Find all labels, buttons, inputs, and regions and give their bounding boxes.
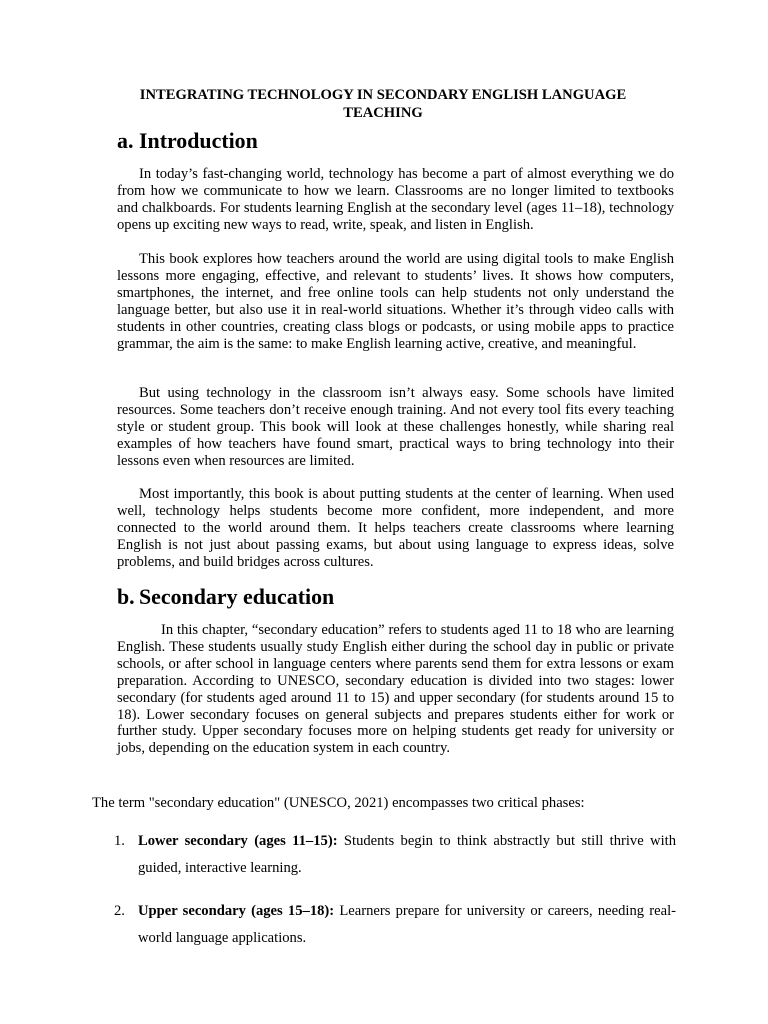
section-heading-label: Secondary education — [139, 584, 335, 609]
list-number: 2. — [114, 903, 125, 919]
list-text: Learners prepare for university or careers, needing real-world language applications. — [138, 903, 676, 946]
paragraph: In today’s fast-changing world, technology has become a part of almost everything we do from how we communicate to how we learn. Classrooms are no longer limited to textbooks and chalkboards. For students learning English at the secondary level (ages 11–18), technology opens up exciting new ways to read, write, speak, and listen in English. — [117, 166, 674, 233]
paragraph: In this chapter, “secondary education” refers to students aged 11 to 18 who are learning English. These students usually study English either during the school day in public or private schools, or after school in language centers where parents send them for extra lessons or exam preparation. According to UNESCO, secondary education is divided into two stages: lower secondary (for students aged around 11 to 15) and upper secondary (for students around 15 to 18). Lower secondary focuses on general subjects and prepares students either for work or further study. Upper secondary focuses more on helping students get ready for university or jobs, depending on the education system in each country. — [117, 622, 674, 757]
paragraph: This book explores how teachers around the world are using digital tools to make English lessons more engaging, effective, and relevant to students’ lives. It shows how computers, smartphones, the internet, and free online tools can help students not only understand the language better, but also use it in real-world situations. Whether it’s through video calls with students in other countries, creating class blogs or podcasts, or using mobile apps to practice grammar, the aim is the same: to make English learning active, creative, and meaningful. — [117, 251, 674, 352]
section-heading-secondary-education — [117, 584, 335, 609]
list-text: Students begin to think abstractly but still thrive with guided, interactive learning. — [138, 833, 676, 876]
section-heading-label: Introduction — [139, 128, 258, 153]
list-item — [114, 828, 676, 882]
section-marker: b. — [117, 584, 135, 609]
section-marker: a. — [117, 128, 134, 153]
list-item — [114, 898, 676, 952]
list-number: 1. — [114, 833, 125, 849]
paragraph: But using technology in the classroom isn’t always easy. Some schools have limited resources. Some teachers don’t receive enough training. And not every tool fits every teaching style or student group. This book will look at these challenges honestly, while sharing real examples of how teachers have found smart, practical ways to bring technology into their lessons even when resources are limited. — [117, 385, 674, 469]
document-title: INTEGRATING TECHNOLOGY IN SECONDARY ENGLISH LANGUAGE TEACHING — [139, 87, 627, 121]
phases-intro: The term "secondary education" (UNESCO, 2021) encompasses two critical phases: — [92, 795, 585, 811]
section-heading-introduction — [117, 128, 258, 153]
paragraph: Most importantly, this book is about putting students at the center of learning. When used well, technology helps students become more confident, more independent, and more connected to the world around them. It helps teachers create classrooms where learning English is not just about passing exams, but about using language to express ideas, solve problems, and build bridges across cultures. — [117, 486, 674, 570]
list-term: Lower secondary (ages 11–15): — [138, 833, 338, 849]
list-term: Upper secondary (ages 15–18): — [138, 903, 335, 919]
